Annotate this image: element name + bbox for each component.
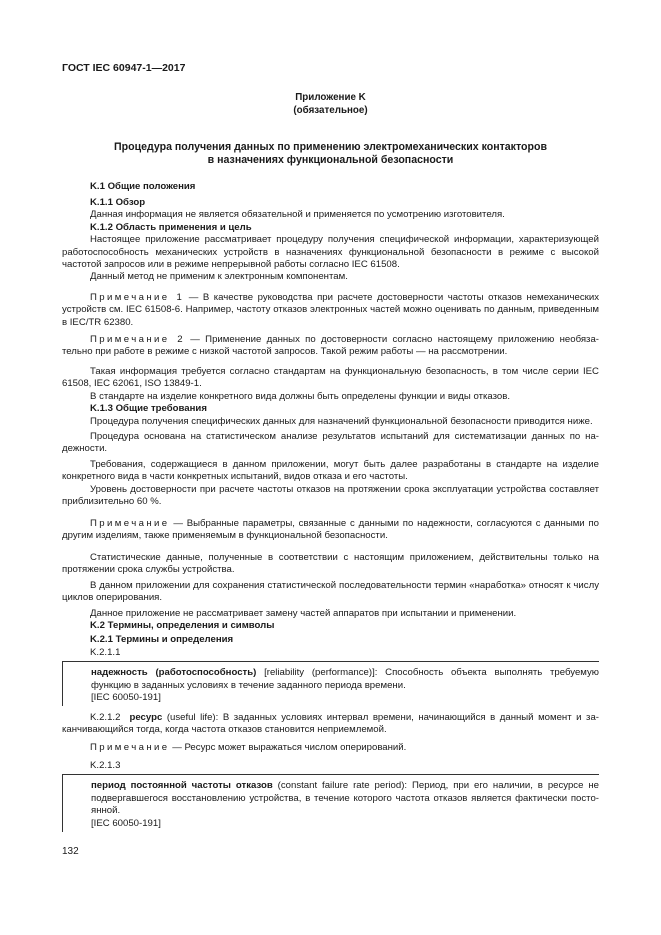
annex-status: (обязательное) <box>293 104 368 116</box>
definition-term: ресурс <box>129 712 163 723</box>
title-line-1: Процедура получения данных по применению электромеханических контакторов <box>114 141 547 153</box>
note-label: Примечание 2 <box>90 334 185 345</box>
paragraph: Настоящее приложение рассматривает процедуру получения специфической информации, характеризующей работоспособность механических устройств в назначениях функциональной безопасности в режиме с высокой частотой запросов или в режиме непрерывной работы согласно IEC 61508. <box>62 234 599 271</box>
document-header: ГОСТ IEC 60947-1—2017 <box>62 62 186 74</box>
clause-k212 <box>62 712 599 737</box>
paragraph: Такая информация требуется согласно стандартам на функциональную безопасность, в том числе серии IEC 61508, IEC 62061, ISO 13849-1. <box>62 366 599 390</box>
note-3 <box>62 518 599 543</box>
clause-k211: K.2.1.1 <box>90 646 121 658</box>
paragraph: Уровень достоверности при расчете частоты отказов на протяжении срока эксплуатации устройства составляет приблизительно 60 %. <box>62 483 599 508</box>
paragraph: Статистические данные, полученные в соответствии с настоящим приложением, действительны только на протяжении срока службы устройства. <box>62 552 599 576</box>
heading-k21: K.2.1 Термины и определения <box>90 634 234 646</box>
paragraph: Требования, содержащиеся в данном приложении, могут быть далее разработаны в стандарте на изделие конкретного вида в части конкретных испытаний, видов отказа и его частоты. <box>62 458 599 483</box>
section-k2 <box>62 620 599 706</box>
paragraph: Данная информация не является обязательной и применяется по усмотрению изготовителя. <box>90 209 505 221</box>
definition-term: период постоянной частоты отказов <box>91 780 273 792</box>
note-text: — Ресурс может выражаться числом оперирований. <box>169 742 407 753</box>
definition-box-reliability <box>62 661 599 706</box>
note-2 <box>62 334 599 359</box>
section-k12-cont <box>62 366 599 508</box>
paragraph: В стандарте на изделие конкретного вида должны быть определены функции и виды отказов. <box>90 390 510 402</box>
title-line-2: в назначениях функциональной безопасности <box>207 154 454 167</box>
definition-reference: [IEC 60050-191] <box>91 692 161 704</box>
heading-k11: K.1.1 Обзор <box>90 197 146 208</box>
heading-k12: K.1.2 Область применения и цель <box>90 221 252 233</box>
note-label: Примечание <box>90 742 170 753</box>
annex-heading <box>62 92 599 117</box>
paragraph: Процедура основана на статистическом анализе результатов испытаний для систематизации данных по надежности. <box>62 431 599 455</box>
heading-k13: K.1.3 Общие требования <box>90 403 207 415</box>
section-k1 <box>62 181 599 193</box>
definition-reference: [IEC 60050-191] <box>91 817 161 829</box>
paragraph: Данное приложение не рассматривает замену частей аппаратов при испытании и применении. <box>90 607 517 619</box>
clause-number: K.2.1.3 <box>90 760 121 771</box>
annex-title: Приложение K <box>295 92 366 103</box>
clause-number: K.2.1.2 <box>90 712 121 723</box>
clause-k213 <box>62 760 599 832</box>
section-k13-cont <box>62 552 599 620</box>
definition-term: надежность (работоспособность) <box>91 667 257 679</box>
page-number: 132 <box>62 846 79 857</box>
section-k11 <box>62 197 599 284</box>
note-text: — Выбранные параметры, связанные с данными по надежности, согласуются с данными по другим изделиям, также применяемым в функциональной безопасности. <box>62 518 599 542</box>
definition-text: [reliability (performance)]: Способность объекта выполнять требуемую функцию в заданных условиях в течение заданного периода времени. <box>91 667 599 691</box>
heading-k1: K.1 Общие положения <box>90 181 196 192</box>
definition-text: (constant failure rate period): Период, при его наличии, в ресурсе не подвергавшегося восстановлению устройства, в течение которого частота отказов является фактически постоянной. <box>91 780 599 817</box>
paragraph: В данном приложении для сохранения статистической последовательности термин «наработка» относят к числу циклов оперирования. <box>62 579 599 604</box>
definition-text: (useful life): В заданных условиях интервал времени, начинающийся в данный момент и заканчивающийся тогда, когда частота отказов становится неприемлемой. <box>62 712 599 736</box>
note-label: Примечание 1 <box>90 292 185 303</box>
paragraph: Данный метод не применим к электронным компонентам. <box>90 271 348 283</box>
annex-main-title <box>62 141 599 167</box>
note-4 <box>62 742 599 754</box>
note-text: — Применение данных по достоверности согласно настоящему приложению необязательно при работе в режиме с низкой частотой запросов. Такой режим работы — на рассмотрении. <box>62 334 599 358</box>
paragraph: Процедура получения специфических данных для назначений функциональной безопасности приводится ниже. <box>90 415 593 427</box>
definition-box-constant-failure-rate <box>62 774 599 832</box>
heading-k2: K.2 Термины, определения и символы <box>90 620 275 631</box>
note-1 <box>62 292 599 329</box>
note-text: — В качестве руководства при расчете достоверности частоты отказов немеханических устройств см. IEC 61508-6. Например, частоту отказов электронных частей можно оценивать по данным, приведенным в IEC/TR 62380. <box>62 292 599 328</box>
note-label: Примечание <box>90 518 170 529</box>
